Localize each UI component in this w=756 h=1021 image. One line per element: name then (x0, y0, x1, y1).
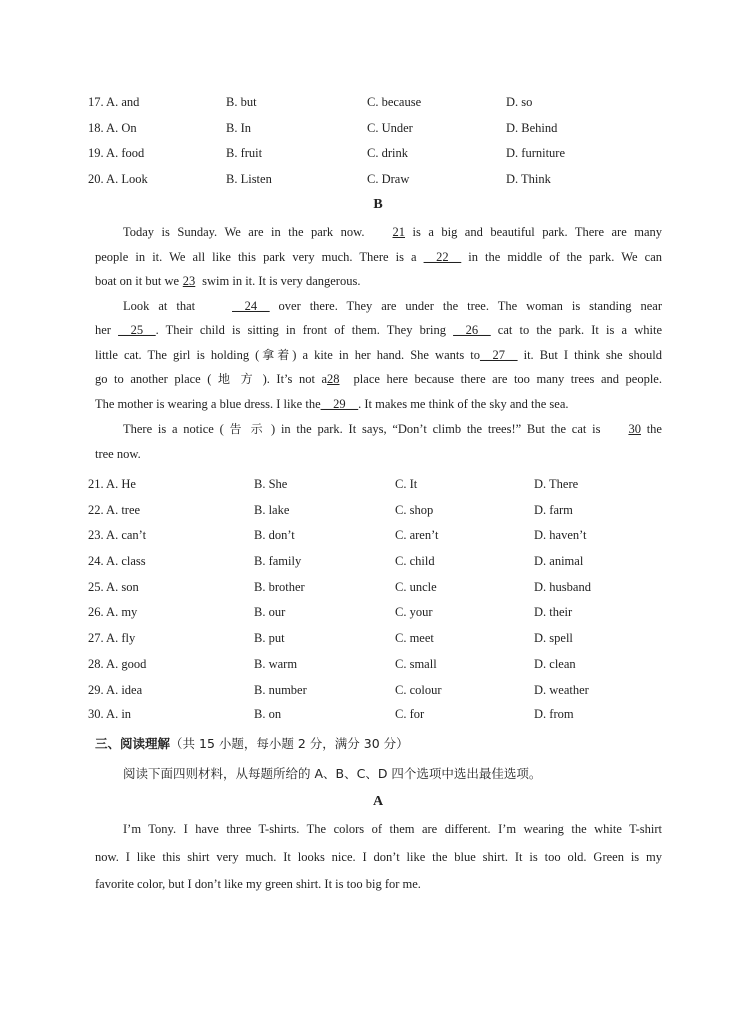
passage-line: Today is Sunday. We are in the park now. 21 is a big and beautiful park. There are many (95, 220, 662, 245)
option-c: C. for (395, 707, 425, 721)
section-b-heading: B (373, 197, 383, 212)
option-row-20 (88, 172, 688, 192)
option-a: 20. A. Look (88, 172, 148, 186)
option-b: B. Listen (226, 172, 272, 186)
option-d: D. spell (534, 631, 573, 645)
passage-line: I’m Tony. I have three T-shirts. The colors of them are different. I’m wearing the white T-shirt (123, 822, 662, 836)
option-b: B. on (254, 707, 282, 721)
option-d: D. animal (534, 554, 584, 568)
option-a: 19. A. food (88, 146, 145, 160)
passage-line: Look at that __24__ over there. They are under the tree. The woman is standing near (95, 294, 662, 319)
option-c: C. Under (367, 121, 413, 135)
option-b: B. but (226, 95, 257, 109)
option-d: D. There (534, 477, 579, 491)
option-c: C. small (395, 657, 437, 671)
blank-28: 28 (327, 372, 340, 386)
option-c: C. It (395, 477, 418, 491)
blank-21: 21 (392, 225, 406, 239)
option-a: 26. A. my (88, 605, 138, 619)
passage-line: The mother is wearing a blue dress. I like the__29__. It makes me think of the sky and the sea. (95, 392, 662, 417)
option-c: C. drink (367, 146, 408, 160)
blank-29: __29__ (320, 396, 359, 411)
option-row-22 (88, 503, 688, 523)
option-b: B. fruit (226, 146, 263, 160)
option-d: D. clean (534, 657, 576, 671)
option-row-26 (88, 605, 688, 625)
option-c: C. because (367, 95, 422, 109)
option-d: D. from (534, 707, 574, 721)
option-a: 29. A. idea (88, 683, 143, 697)
blank-26: __26__ (453, 323, 491, 337)
option-d: D. furniture (506, 146, 566, 160)
option-c: C. shop (395, 503, 434, 517)
option-b: B. don’t (254, 528, 295, 542)
option-c: C. colour (395, 683, 442, 697)
option-a: 22. A. tree (88, 503, 141, 517)
option-c: C. uncle (395, 580, 437, 594)
section-instruction: 阅读下面四则材料，从每题所给的 A、B、C、D 四个选项中选出最佳选项。 (123, 766, 542, 781)
passage-line: tree now. (95, 446, 141, 461)
option-d: D. farm (534, 503, 573, 517)
option-c: C. aren’t (395, 528, 439, 542)
passage-line: There is a notice ( 告 示 ) in the park. It says, “Don’t climb the trees!” But the cat is 30 the (95, 417, 662, 442)
option-d: D. Think (506, 172, 551, 186)
passage-line: little cat. The girl is holding (拿着) a kite in her hand. She wants to__27__ it. But I think she should (95, 343, 662, 368)
passage-line: go to another place ( 地 方 ). It’s not a28 place here because there are too many trees and people. (95, 367, 662, 392)
option-b: B. number (254, 683, 307, 697)
blank-23: 23 (182, 274, 196, 288)
option-b: B. warm (254, 657, 298, 671)
option-row-19 (88, 146, 688, 166)
option-c: C. Draw (367, 172, 410, 186)
blank-22: __22__ (423, 249, 462, 264)
option-row-18 (88, 121, 688, 141)
option-row-25 (88, 580, 688, 600)
section-a-heading: A (372, 794, 384, 809)
option-row-21 (88, 477, 688, 497)
passage-line: now. I like this shirt very much. It looks nice. I don’t like the blue shirt. It is too old. Green is my (95, 849, 662, 864)
option-d: D. Behind (506, 121, 558, 135)
option-b: B. put (254, 631, 285, 645)
blank-25: __25__ (118, 323, 156, 337)
option-a: 23. A. can’t (88, 528, 147, 542)
option-a: 28. A. good (88, 657, 147, 671)
option-d: D. so (506, 95, 533, 109)
option-d: D. husband (534, 580, 591, 594)
option-c: C. child (395, 554, 435, 568)
option-b: B. In (226, 121, 251, 135)
passage-line: people in it. We all like this park very much. There is a __22__ in the middle of the park. We can (95, 245, 662, 270)
option-a: 21. A. He (88, 477, 136, 491)
option-row-29 (88, 683, 688, 703)
option-a: 17. A. and (88, 95, 140, 109)
section-title: 三、阅读理解（共 15 小题，每小题 2 分，满分 30 分） (95, 736, 409, 751)
option-a: 18. A. On (88, 121, 137, 135)
option-row-27 (88, 631, 688, 651)
option-d: D. their (534, 605, 573, 619)
blank-24: __24__ (232, 298, 270, 313)
option-a: 24. A. class (88, 554, 146, 568)
blank-27: __27__ (480, 347, 518, 362)
passage-line: favorite color, but I don’t like my green shirt. It is too big for me. (95, 877, 421, 891)
option-d: D. haven’t (534, 528, 587, 542)
blank-30: 30 (628, 422, 641, 436)
option-c: C. meet (395, 631, 434, 645)
option-row-17 (88, 95, 688, 115)
passage-b (95, 220, 662, 466)
option-row-28 (88, 657, 688, 677)
option-a: 27. A. fly (88, 631, 136, 645)
option-b: B. lake (254, 503, 290, 517)
option-b: B. family (254, 554, 302, 568)
passage-line: her __25__. Their child is sitting in front of them. They bring __26__ cat to the park. It is a white (95, 318, 662, 343)
option-c: C. your (395, 605, 433, 619)
option-row-23 (88, 528, 688, 548)
option-row-30 (88, 707, 688, 727)
option-b: B. She (254, 477, 288, 491)
option-b: B. brother (254, 580, 305, 594)
option-a: 25. A. son (88, 580, 139, 594)
option-b: B. our (254, 605, 286, 619)
passage-line: boat on it but we 23 swim in it. It is very dangerous. (95, 269, 662, 294)
passage-a (95, 817, 662, 897)
option-a: 30. A. in (88, 707, 132, 721)
option-d: D. weather (534, 683, 589, 697)
option-row-24 (88, 554, 688, 574)
